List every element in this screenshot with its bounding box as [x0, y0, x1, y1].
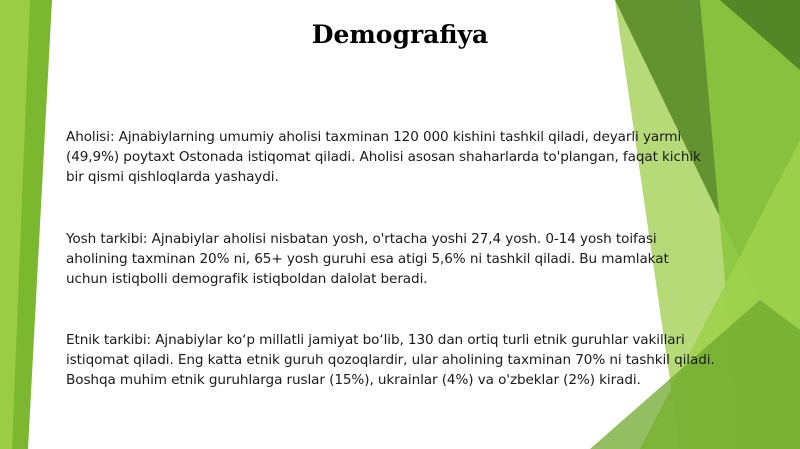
paragraph-line: (49,9%) poytaxt Ostonada istiqomat qiladi. Aholisi asosan shaharlarda to'plangan, faqat kichik [66, 149, 701, 165]
paragraph-line: Yosh tarkibi: Ajnabiylar aholisi nisbatan yosh, o'rtacha yoshi 27,4 yosh. 0-14 yosh toifasi [66, 231, 657, 247]
paragraph-line: aholining taxminan 20% ni, 65+ yosh guruhi esa atigi 5,6% ni tashkil qiladi. Bu mamlakat [66, 251, 669, 267]
paragraph-line: istiqomat qiladi. Eng katta etnik guruh qozoqlardir, ular aholining taxminan 70% ni tashkil qiladi. [66, 352, 715, 368]
paragraph-line: bir qismi qishloqlarda yashaydi. [66, 169, 279, 185]
paragraph-line: uchun istiqbolli demografik istiqboldan dalolat beradi. [66, 271, 428, 287]
paragraph-line: Aholisi: Ajnabiylarning umumiy aholisi taxminan 120 000 kishini tashkil qiladi, deyarli yarmi [66, 129, 682, 145]
paragraph-line: Boshqa muhim etnik guruhlarga ruslar (15%), ukrainlar (4%) va o'zbeklar (2%) kiradi. [66, 372, 641, 388]
slide-title: Demografiya [311, 20, 489, 49]
paragraph-population [66, 127, 766, 187]
paragraph-ethnic-composition [66, 330, 766, 390]
paragraph-age-structure [66, 229, 766, 289]
paragraph-line: Etnik tarkibi: Ajnabiylar koʻp millatli jamiyat boʻlib, 130 dan ortiq turli etnik guruhlar vakillari [66, 332, 685, 348]
